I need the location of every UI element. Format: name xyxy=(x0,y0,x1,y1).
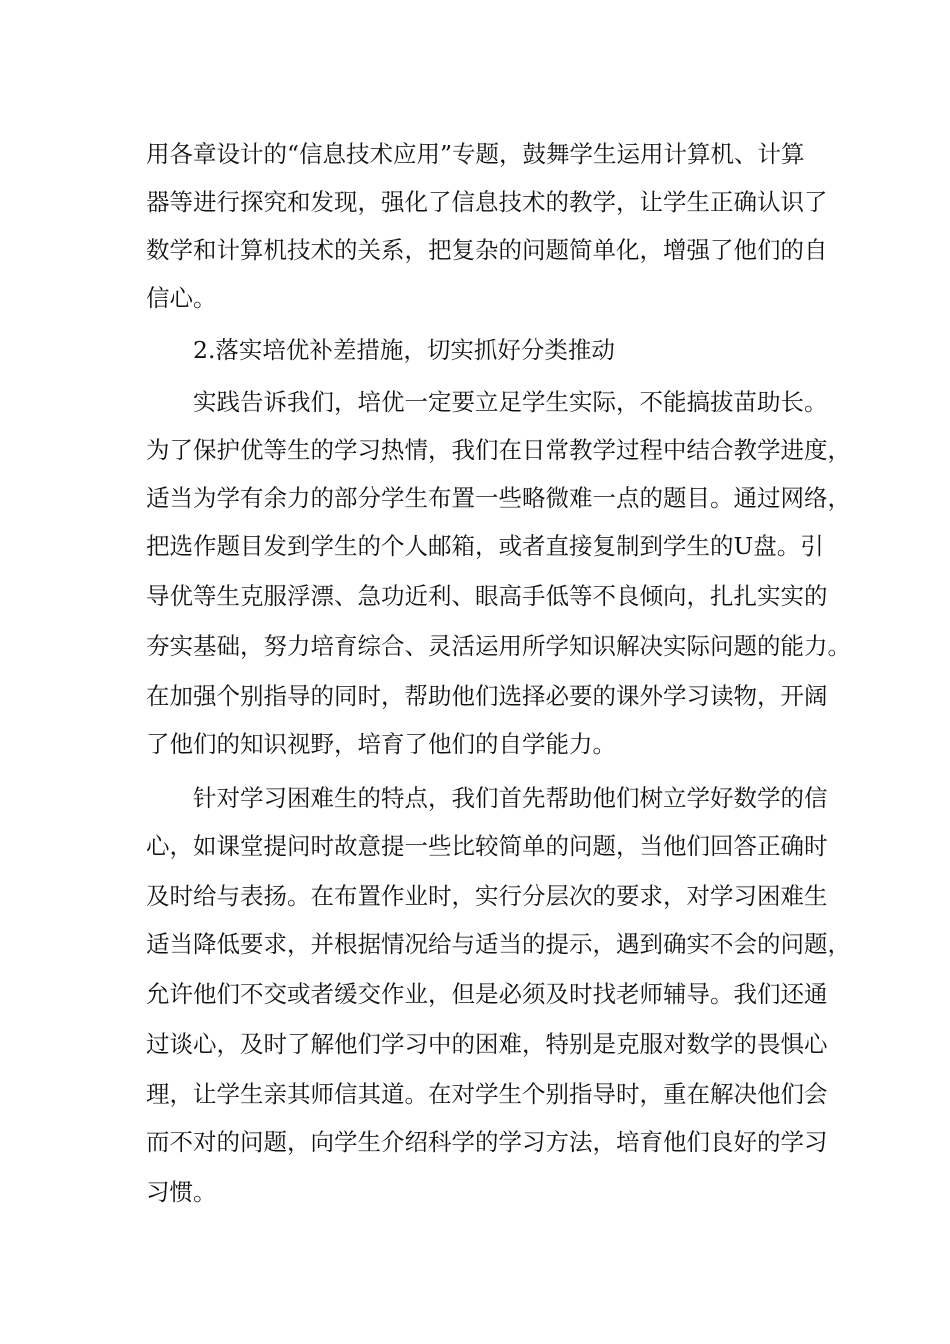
text-line: 适当降低要求，并根据情况给与适当的提示，遇到确实不会的问题， xyxy=(146,930,851,958)
text-line: 习惯。 xyxy=(146,1178,217,1206)
text-line: 用各章设计的“信息技术应用”专题，鼓舞学生运用计算机、计算 xyxy=(146,140,805,168)
text-line: 及时给与表扬。在布置作业时，实行分层次的要求，对学习困难生 xyxy=(146,882,828,910)
text-line: 允许他们不交或者缓交作业，但是必须及时找老师辅导。我们还通 xyxy=(146,980,828,1008)
text-line: 为了保护优等生的学习热情，我们在日常教学过程中结合教学进度， xyxy=(146,436,851,464)
text-line: 夯实基础，努力培育综合、灵活运用所学知识解决实际问题的能力。 xyxy=(146,632,851,660)
text-line: 导优等生克服浮漂、急功近利、眼高手低等不良倾向，扎扎实实的 xyxy=(146,582,828,610)
text-line: 把选作题目发到学生的个人邮箱，或者直接复制到学生的U盘。引 xyxy=(146,532,824,560)
text-line: 实践告诉我们，培优一定要立足学生实际，不能搞拔苗助长。 xyxy=(193,388,828,416)
text-line: 理，让学生亲其师信其道。在对学生个别指导时，重在解决他们会 xyxy=(146,1080,828,1108)
text-line: 器等进行探究和发现，强化了信息技术的教学，让学生正确认识了 xyxy=(146,188,828,216)
text-line: 针对学习困难生的特点，我们首先帮助他们树立学好数学的信 xyxy=(193,784,828,812)
text-line: 了他们的知识视野，培育了他们的自学能力。 xyxy=(146,730,616,758)
text-line: 数学和计算机技术的关系，把复杂的问题简单化，增强了他们的自 xyxy=(146,236,828,264)
text-line: 而不对的问题，向学生介绍科学的学习方法，培育他们良好的学习 xyxy=(146,1128,828,1156)
text-line: 信心。 xyxy=(146,284,217,312)
text-line: 过谈心，及时了解他们学习中的困难，特别是克服对数学的畏惧心 xyxy=(146,1030,828,1058)
text-line: 在加强个别指导的同时，帮助他们选择必要的课外学习读物，开阔 xyxy=(146,682,828,710)
text-line: 适当为学有余力的部分学生布置一些略微难一点的题目。通过网络， xyxy=(146,484,851,512)
section-heading: 2.落实培优补差措施，切实抓好分类推动 xyxy=(193,336,615,364)
text-line: 心，如课堂提问时故意提一些比较简单的问题，当他们回答正确时 xyxy=(146,832,828,860)
